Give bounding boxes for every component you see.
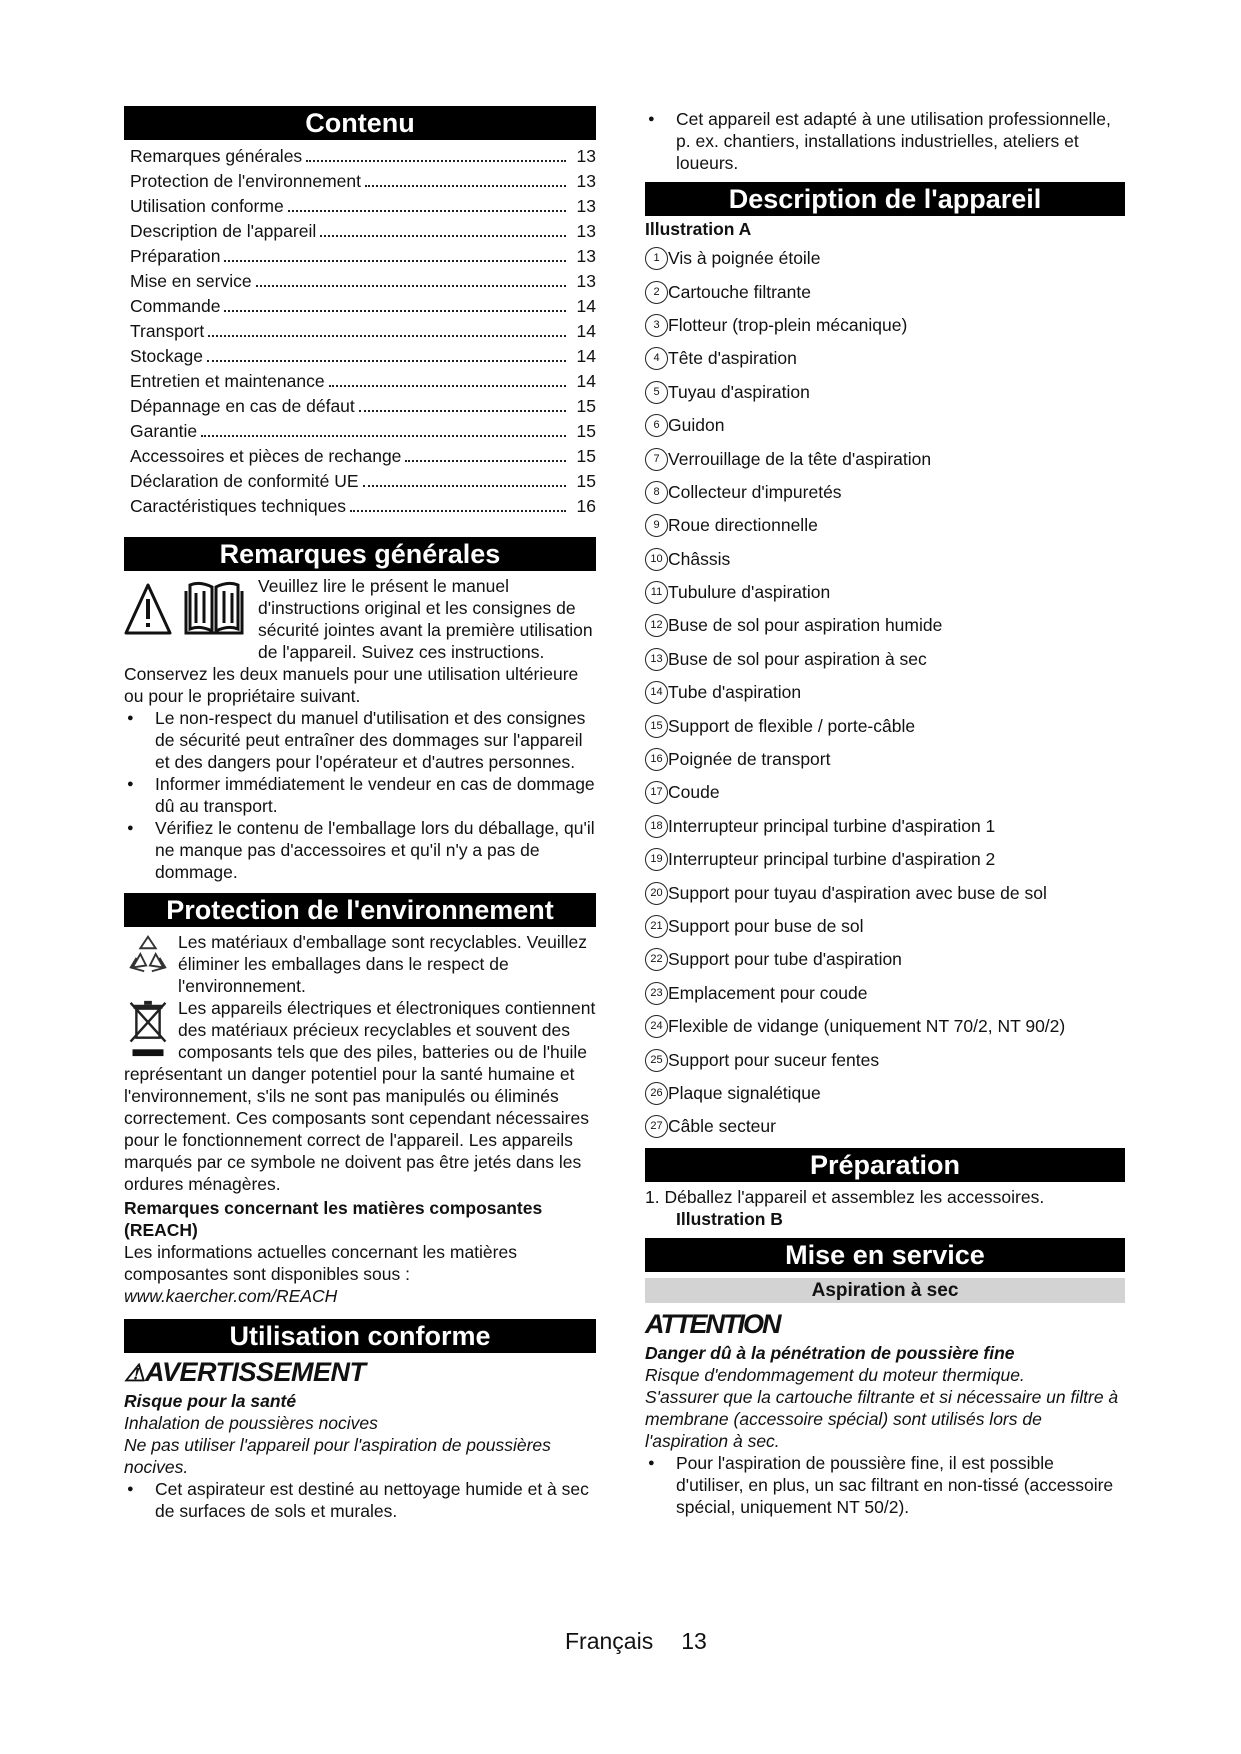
part-label: Support pour tube d'aspiration (668, 949, 902, 970)
toc-entry[interactable] (124, 294, 596, 319)
part-number-badge: 8 (645, 481, 668, 504)
toc-entry-page: 13 (576, 246, 596, 266)
reach-link[interactable]: www.kaercher.com/REACH (124, 1286, 338, 1306)
toc-entry-page: 13 (576, 221, 596, 241)
environment-section (124, 931, 596, 1307)
list-item (645, 977, 1125, 1010)
part-number-badge: 16 (645, 748, 668, 771)
toc-entry[interactable] (124, 319, 596, 344)
part-label: Support pour buse de sol (668, 916, 864, 936)
part-label: Interrupteur principal turbine d'aspiration 1 (668, 815, 996, 836)
list-item (645, 743, 1125, 776)
risk-title: Risque pour la santé (124, 1391, 297, 1411)
toc-entry-page: 15 (576, 446, 596, 466)
toc-entry-label: Préparation (130, 246, 221, 266)
warning-title (124, 1357, 596, 1388)
part-label: Câble secteur (668, 1116, 776, 1137)
dry-vacuum-subheading: Aspiration à sec (645, 1278, 1125, 1303)
part-number-badge: 19 (645, 848, 668, 871)
risk-action: Ne pas utiliser l'appareil pour l'aspiration de poussières nocives. (124, 1435, 551, 1477)
part-number-badge: 13 (645, 648, 668, 671)
part-number-badge: 15 (645, 715, 668, 738)
part-number-badge: 14 (645, 681, 668, 704)
list-item (645, 509, 1125, 542)
part-label: Poignée de transport (668, 749, 831, 770)
danger-title: Danger dû à la pénétration de poussière fine (645, 1342, 1015, 1363)
preparation-heading: Préparation (645, 1148, 1125, 1182)
part-label: Support pour tuyau d'aspiration avec buse de sol (668, 882, 1047, 903)
toc-entry-page: 16 (576, 496, 596, 516)
part-number-badge: 12 (645, 614, 668, 637)
toc-entry-page: 13 (576, 171, 596, 191)
part-number-badge: 18 (645, 815, 668, 838)
toc-entry-page: 15 (576, 396, 596, 416)
list-item: ● Cet appareil est adapté à une utilisation professionnelle, p. ex. chantiers, installations industrielles, ateliers et loueurs. (645, 108, 1125, 174)
toc-entry-label: Mise en service (130, 271, 252, 291)
list-item (645, 676, 1125, 709)
part-label: Tube d'aspiration (668, 682, 802, 703)
toc-entry-label: Description de l'appareil (130, 221, 317, 241)
part-number-badge: 27 (645, 1115, 668, 1138)
toc-entry-label: Accessoires et pièces de rechange (130, 446, 402, 466)
toc-entry-label: Caractéristiques techniques (130, 496, 346, 516)
toc-leader (350, 510, 566, 512)
list-item (645, 376, 1125, 409)
part-label: Support pour suceur fentes (668, 1049, 880, 1070)
parts-list (645, 242, 1125, 1144)
part-number-badge: 23 (645, 982, 668, 1005)
general-intro-text: Veuillez lire le présent le manuel d'instructions original et les consignes de sécurité jointes avant la première utilisation de l'appareil. Suivez ces instructions. Conservez les deux manuels pour une utilisation ultérieure ou pour le propriétaire suivant. (124, 576, 593, 706)
list-item (645, 810, 1125, 843)
part-number-badge: 11 (645, 581, 668, 604)
part-number-badge: 26 (645, 1082, 668, 1105)
part-label: Interrupteur principal turbine d'aspiration 2 (668, 849, 996, 870)
intended-use-section (124, 1357, 596, 1522)
part-number-badge: 25 (645, 1049, 668, 1072)
part-number-badge: 22 (645, 948, 668, 971)
list-item (645, 1010, 1125, 1043)
toc-leader (365, 185, 566, 187)
danger-cause: Risque d'endommagement du moteur thermique. (645, 1364, 1025, 1385)
toc-heading: Contenu (124, 106, 596, 140)
toc-entry[interactable] (124, 344, 596, 369)
warning-icon: ⚠ (124, 1360, 146, 1387)
preparation-step: 1. Déballez l'appareil et assemblez les accessoires. (645, 1186, 1045, 1207)
risk-cause: Inhalation de poussières nocives (124, 1413, 378, 1433)
reach-paragraph (124, 1241, 596, 1307)
part-number-badge: 7 (645, 448, 668, 471)
list-item (645, 910, 1125, 943)
toc-entry[interactable] (124, 144, 596, 169)
illustration-a-label: Illustration A (645, 219, 752, 239)
part-number-badge: 2 (645, 281, 668, 304)
toc-entry-label: Garantie (130, 421, 198, 441)
list-item: ● Pour l'aspiration de poussière fine, il est possible d'utiliser, en plus, un sac filtrant en non-tissé (accessoire spécial, uniquement NT 50/2). (645, 1452, 1125, 1518)
toc-entry-label: Déclaration de conformité UE (130, 471, 359, 491)
list-item: ● Le non-respect du manuel d'utilisation et des consignes de sécurité peut entraîner des dommages sur l'appareil et des dangers pour l'opérateur et d'autres personnes. (124, 707, 596, 773)
list-item (645, 876, 1125, 909)
list-item (645, 643, 1125, 676)
part-number-badge: 4 (645, 347, 668, 370)
part-label: Cartouche filtrante (668, 281, 811, 302)
toc-leader (363, 485, 566, 487)
list-item (645, 442, 1125, 475)
toc-entry-label: Entretien et maintenance (130, 371, 325, 391)
illustration-b-label: Illustration B (676, 1208, 783, 1229)
toc-entry[interactable] (124, 444, 596, 469)
intended-use-heading: Utilisation conforme (124, 1319, 596, 1353)
part-label: Tubulure d'aspiration (668, 582, 831, 603)
toc-entry-label: Stockage (130, 346, 203, 366)
list-item (645, 1110, 1125, 1143)
toc-entry[interactable] (124, 369, 596, 394)
part-label: Buse de sol pour aspiration humide (668, 615, 943, 636)
part-number-badge: 6 (645, 414, 668, 437)
list-item (645, 776, 1125, 809)
toc-leader (329, 385, 566, 387)
recycle-text: Les matériaux d'emballage sont recyclables. Veuillez éliminer les emballages dans le respect de l'environnement. (178, 932, 587, 996)
list-item (645, 609, 1125, 642)
part-number-badge: 1 (645, 247, 668, 270)
part-number-badge: 3 (645, 314, 668, 337)
part-number-badge: 20 (645, 882, 668, 905)
part-label: Plaque signalétique (668, 1082, 821, 1103)
list-item (645, 709, 1125, 742)
toc-entry-page: 14 (576, 371, 596, 391)
list-item (645, 576, 1125, 609)
part-number-badge: 9 (645, 514, 668, 537)
toc-entry[interactable] (124, 169, 596, 194)
left-column (124, 106, 596, 1522)
toc-entry-page: 14 (576, 321, 596, 341)
toc-entry-page: 15 (576, 421, 596, 441)
list-item (645, 309, 1125, 342)
toc-leader (224, 310, 566, 312)
intended-use-bullets (124, 1478, 596, 1522)
toc-leader (201, 435, 566, 437)
page-footer (565, 1628, 735, 1655)
reach-heading: Remarques concernant les matières composantes (REACH) (124, 1198, 543, 1240)
list-item (645, 342, 1125, 375)
part-label: Emplacement pour coude (668, 982, 868, 1003)
list-item (645, 943, 1125, 976)
toc-entry[interactable] (124, 269, 596, 294)
part-number-badge: 10 (645, 548, 668, 571)
toc-entry-page: 15 (576, 471, 596, 491)
toc-entry[interactable] (124, 394, 596, 419)
toc-leader (208, 335, 566, 337)
toc-entry-page: 13 (576, 196, 596, 216)
toc-entry-page: 14 (576, 296, 596, 316)
part-label: Verrouillage de la tête d'aspiration (668, 448, 932, 469)
page-number: 13 (681, 1628, 707, 1654)
toc-leader (256, 285, 566, 287)
commissioning-bullets (645, 1452, 1125, 1518)
danger-action: S'assurer que la cartouche filtrante et si nécessaire un filtre à membrane (accessoire spécial) sont utilisés lors de l'aspiration à sec. (645, 1386, 1119, 1451)
list-item (645, 409, 1125, 442)
weee-text: Les appareils électriques et électroniques contiennent des matériaux précieux recyclables et souvent des composants tels que des piles, batteries ou de l'huile représentant un danger potentiel pour la santé humaine et l'environnement, s'ils ne sont pas manipulés ou éliminés correctement. Ces composants sont cependant nécessaires pour le fonctionnement correct de l'appareil. Les appareils marqués par ce symbole ne doivent pas être jetés dans les ordures ménagères. (124, 998, 596, 1194)
general-remarks-heading: Remarques générales (124, 537, 596, 571)
part-label: Tête d'aspiration (668, 348, 797, 369)
toc-leader (320, 235, 566, 237)
recycle-icon (124, 931, 172, 977)
reach-text: Les informations actuelles concernant les matières composantes sont disponibles sous : (124, 1242, 517, 1284)
part-label: Flotteur (trop-plein mécanique) (668, 314, 908, 335)
general-remarks-section (124, 575, 596, 883)
toc-leader (224, 260, 566, 262)
part-label: Support de flexible / porte-câble (668, 715, 916, 736)
toc-entry[interactable] (124, 469, 596, 494)
toc-leader (359, 410, 566, 412)
weee-bin-icon (124, 997, 172, 1059)
toc-leader (306, 160, 566, 162)
list-item: ● Informer immédiatement le vendeur en cas de dommage dû au transport. (124, 773, 596, 817)
environment-heading: Protection de l'environnement (124, 893, 596, 927)
toc-entry-label: Transport (130, 321, 205, 341)
part-number-badge: 21 (645, 915, 668, 938)
part-label: Tuyau d'aspiration (668, 381, 810, 402)
part-label: Flexible de vidange (uniquement NT 70/2, NT 90/2) (668, 1016, 1066, 1037)
intended-use-bullets-cont (645, 108, 1125, 174)
toc-entry-label: Commande (130, 296, 221, 316)
table-of-contents (124, 144, 596, 519)
part-label: Collecteur d'impuretés (668, 481, 842, 502)
part-label: Châssis (668, 548, 731, 569)
toc-leader (288, 210, 566, 212)
read-manual-icon (124, 577, 250, 647)
toc-entry-page: 13 (576, 271, 596, 291)
list-item (645, 242, 1125, 275)
toc-entry[interactable] (124, 419, 596, 444)
warning-label: AVERTISSEMENT (145, 1357, 366, 1387)
commissioning-heading: Mise en service (645, 1238, 1125, 1272)
part-label: Vis à poignée étoile (668, 248, 821, 269)
list-item: ● Vérifiez le contenu de l'emballage lors du déballage, qu'il ne manque pas d'accessoires et qu'il n'y a pas de dommage. (124, 817, 596, 883)
toc-entry[interactable] (124, 219, 596, 244)
part-label: Coude (668, 782, 720, 803)
part-number-badge: 5 (645, 381, 668, 404)
list-item (645, 1043, 1125, 1076)
footer-language: Français (565, 1628, 654, 1654)
toc-leader (207, 360, 566, 362)
toc-leader (405, 460, 566, 462)
list-item: ● Cet aspirateur est destiné au nettoyage humide et à sec de surfaces de sols et murales. (124, 1478, 596, 1522)
toc-entry-page: 13 (576, 146, 596, 166)
part-label: Roue directionnelle (668, 515, 818, 536)
right-column (645, 108, 1125, 1518)
toc-entry-label: Utilisation conforme (130, 196, 284, 216)
list-item (645, 275, 1125, 308)
toc-entry-label: Remarques générales (130, 146, 303, 166)
general-bullets (124, 707, 596, 883)
part-label: Guidon (668, 415, 725, 436)
attention-label: ATTENTION (645, 1308, 780, 1339)
toc-entry[interactable] (124, 194, 596, 219)
toc-entry-label: Dépannage en cas de défaut (130, 396, 355, 416)
description-heading: Description de l'appareil (645, 182, 1125, 216)
list-item (645, 476, 1125, 509)
list-item (645, 543, 1125, 576)
part-number-badge: 17 (645, 781, 668, 804)
toc-entry[interactable] (124, 494, 596, 519)
part-label: Buse de sol pour aspiration à sec (668, 648, 927, 669)
toc-entry-page: 14 (576, 346, 596, 366)
list-item (645, 843, 1125, 876)
part-number-badge: 24 (645, 1015, 668, 1038)
toc-entry-label: Protection de l'environnement (130, 171, 361, 191)
list-item (645, 1077, 1125, 1110)
toc-entry[interactable] (124, 244, 596, 269)
